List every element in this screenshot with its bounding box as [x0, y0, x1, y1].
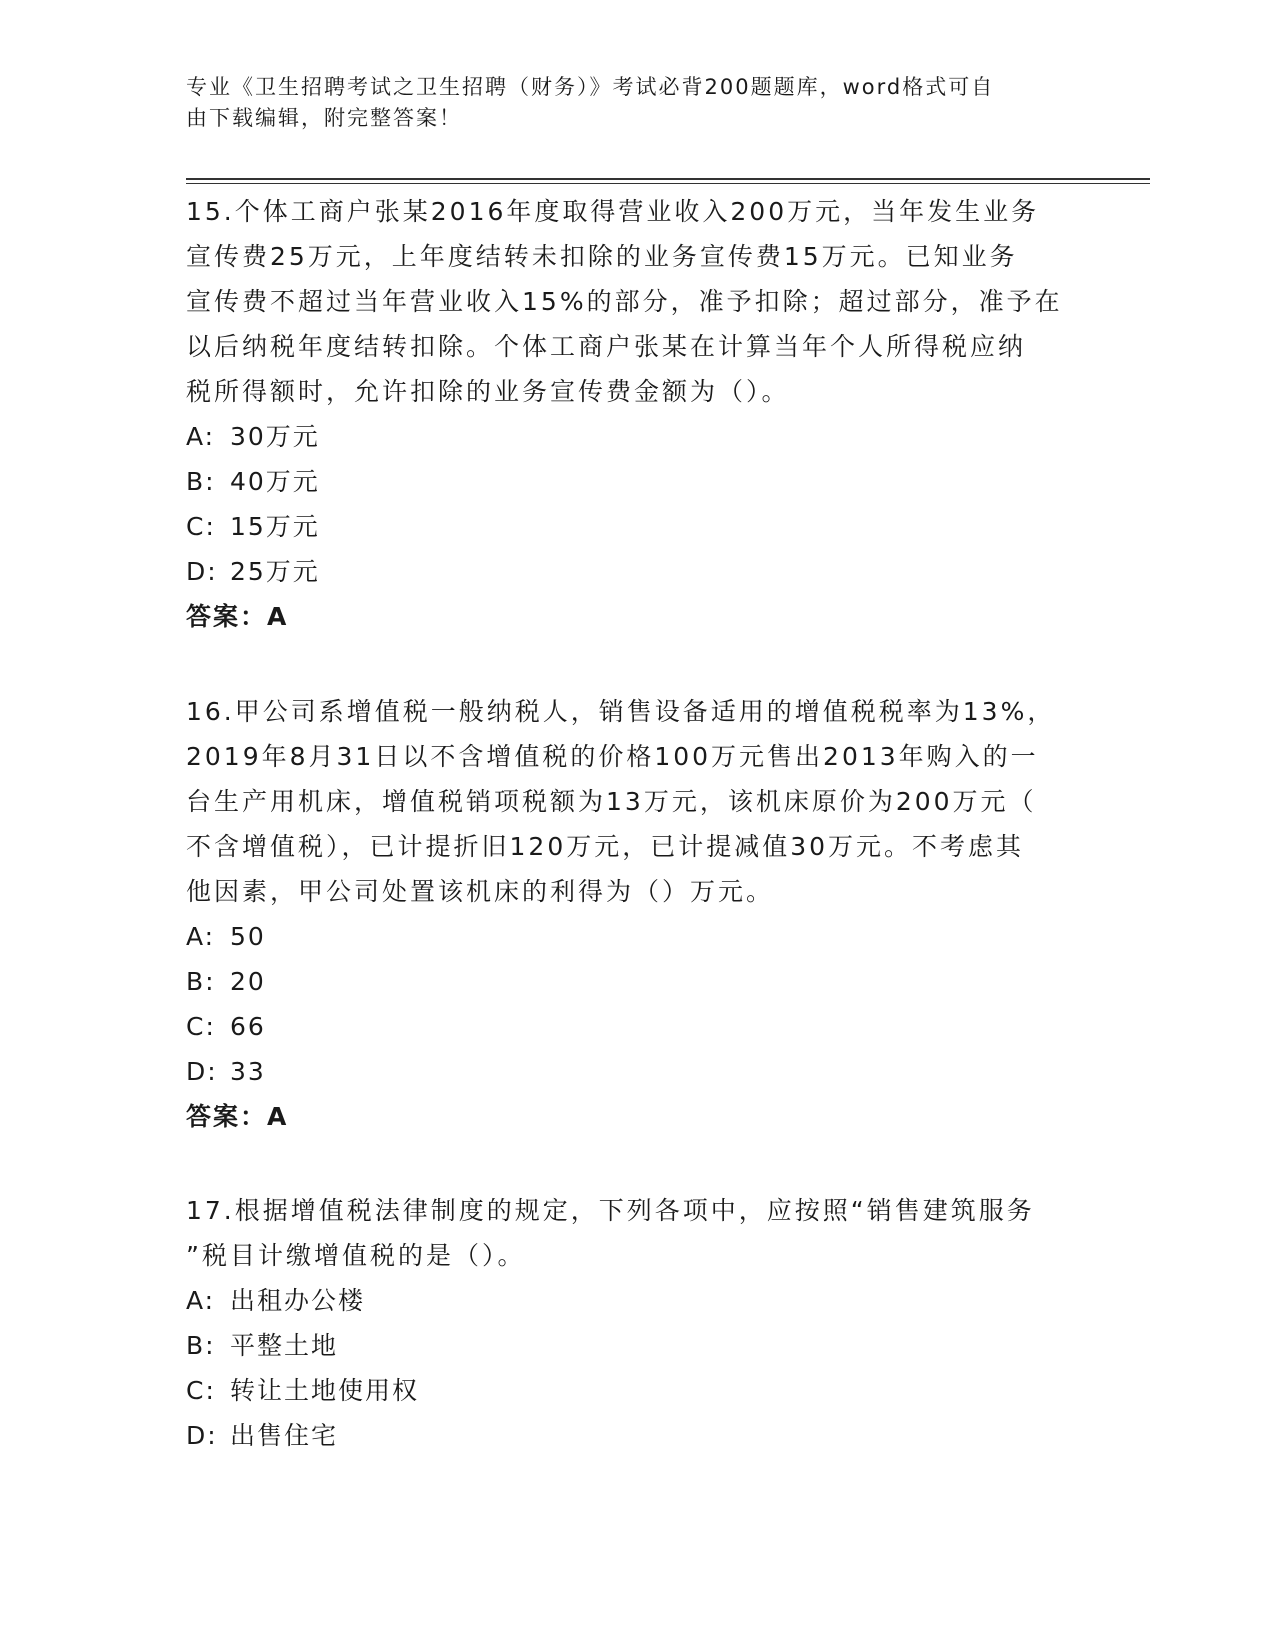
option-key: D:: [186, 557, 218, 586]
header-title-line-1: 专业《卫生招聘考试之卫生招聘（财务）》考试必背200题题库，word格式可自: [186, 75, 995, 99]
option-text: 40万元: [230, 467, 320, 496]
option-key: D:: [186, 1057, 218, 1086]
option-key: B:: [186, 1331, 216, 1360]
answer-label: 答案：A: [186, 602, 289, 631]
question-stem-line: ”税目计缴增值税的是（）。: [186, 1241, 526, 1270]
question-stem-line: 他因素，甲公司处置该机床的利得为（）万元。: [186, 877, 775, 906]
option-key: B:: [186, 467, 216, 496]
question-stem-line: 以后纳税年度结转扣除。个体工商户张某在计算当年个人所得税应纳: [186, 332, 1027, 361]
option-key: D:: [186, 1421, 218, 1450]
option-key: C:: [186, 1012, 216, 1041]
option-key: B:: [186, 967, 216, 996]
option-text: 30万元: [230, 422, 320, 451]
question-17: [186, 1188, 1086, 1458]
option-text: 33: [230, 1057, 266, 1086]
option-a: [186, 914, 1086, 959]
option-text: 50: [230, 922, 266, 951]
document-header: [186, 72, 1086, 134]
option-key: C:: [186, 1376, 216, 1405]
header-divider-thick: [186, 178, 1150, 180]
option-key: A:: [186, 1286, 216, 1315]
option-key: A:: [186, 922, 216, 951]
question-stem-line: 税所得额时，允许扣除的业务宣传费金额为（）。: [186, 377, 790, 406]
option-d: [186, 1049, 1086, 1094]
option-d: [186, 549, 1086, 594]
question-stem-line: 15.个体工商户张某2016年度取得营业收入200万元，当年发生业务: [186, 197, 1040, 226]
option-b: [186, 959, 1086, 1004]
option-text: 出租办公楼: [230, 1286, 366, 1315]
header-divider-thin: [186, 183, 1150, 184]
question-stem-line: 2019年8月31日以不含增值税的价格100万元售出2013年购入的一: [186, 742, 1039, 771]
question-stem-line: 宣传费不超过当年营业收入15%的部分，准予扣除；超过部分，准予在: [186, 287, 1063, 316]
option-a: [186, 1278, 1086, 1323]
answer-label: 答案：A: [186, 1102, 289, 1131]
option-text: 出售住宅: [230, 1421, 339, 1450]
option-text: 转让土地使用权: [230, 1376, 420, 1405]
option-text: 66: [230, 1012, 266, 1041]
option-text: 平整土地: [230, 1331, 339, 1360]
option-c: [186, 1368, 1086, 1413]
option-a: [186, 414, 1086, 459]
option-b: [186, 459, 1086, 504]
question-stem-line: 台生产用机床，增值税销项税额为13万元，该机床原价为200万元（: [186, 787, 1037, 816]
question-stem-line: 宣传费25万元，上年度结转未扣除的业务宣传费15万元。已知业务: [186, 242, 1018, 271]
header-title-line-2: 由下载编辑，附完整答案！: [186, 106, 462, 130]
option-c: [186, 1004, 1086, 1049]
option-c: [186, 504, 1086, 549]
question-16: [186, 689, 1086, 1139]
option-d: [186, 1413, 1086, 1458]
option-key: A:: [186, 422, 216, 451]
option-text: 20: [230, 967, 266, 996]
option-key: C:: [186, 512, 216, 541]
question-stem-line: 17.根据增值税法律制度的规定，下列各项中，应按照“销售建筑服务: [186, 1196, 1035, 1225]
option-b: [186, 1323, 1086, 1368]
option-text: 25万元: [230, 557, 320, 586]
question-stem-line: 不含增值税），已计提折旧120万元，已计提减值30万元。不考虑其: [186, 832, 1025, 861]
question-15: [186, 189, 1086, 639]
option-text: 15万元: [230, 512, 320, 541]
question-stem-line: 16.甲公司系增值税一般纳税人，销售设备适用的增值税税率为13%，: [186, 697, 1056, 726]
